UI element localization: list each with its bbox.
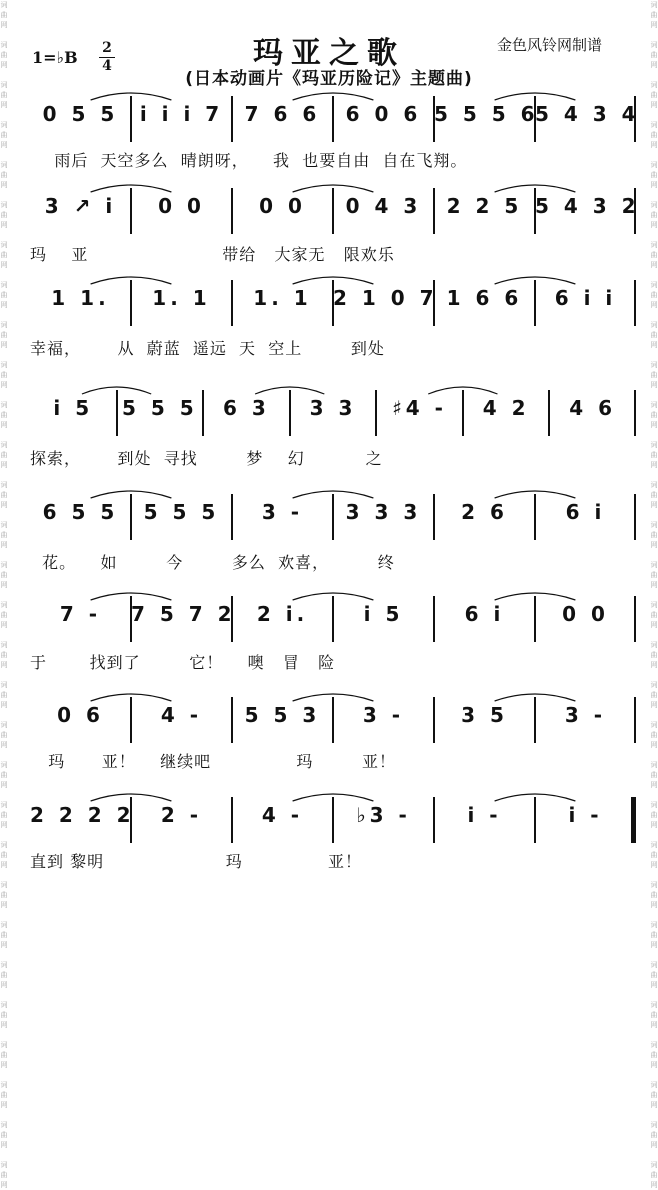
slur — [428, 387, 497, 394]
notes-line — [30, 280, 636, 326]
watermark-left: 词 曲 网 词 曲 网 词 曲 网 词 曲 网 词 曲 网 词 曲 网 词 曲 网 词 曲 网 词 曲 网 词 曲 网 词 曲 网 词 曲 网 词 曲 网 词 曲 网 词 曲 网 词 曲 网 词 曲 网 词 曲 网 词 曲 网 词 曲 网 词 曲 网 词 曲 网 词 曲 网 词 曲 网 词 曲 网 词 曲 网 词 曲 网 词 曲 网 词 曲 网 词 曲 网 — [0, 1, 8, 1189]
measure-notes: 4 - — [261, 803, 304, 827]
measure-notes: 1. 1 — [152, 286, 211, 310]
measure-notes: 7 5 7 2 — [131, 602, 236, 626]
measure-notes: 0 0 — [259, 194, 306, 218]
measure-notes: 0 6 — [57, 703, 104, 727]
measure-notes: 3 3 — [309, 396, 357, 420]
measure-notes: 6 i — [565, 500, 606, 524]
measure-notes: 1 6 6 — [446, 286, 523, 310]
measure-notes: 2 1 0 7 — [333, 286, 438, 310]
measure-notes: 2 2 5 — [446, 194, 523, 218]
slur — [293, 491, 374, 498]
lyric-line: 探索， 到处 寻找 梦 幻 之 — [30, 449, 383, 468]
measure-notes: 2 6 — [461, 500, 508, 524]
notes-line — [30, 494, 636, 540]
slur — [293, 185, 374, 192]
slur-layer — [30, 586, 636, 606]
measure-notes: 4 2 — [482, 396, 530, 420]
slur-layer — [30, 178, 636, 198]
measure-notes: 4 - — [160, 703, 203, 727]
measure-notes: 5 5 5 6 — [434, 102, 539, 126]
measure-notes: 4 6 — [569, 396, 617, 420]
key-signature: 1=♭B — [32, 48, 78, 67]
slur — [91, 185, 172, 192]
slur — [495, 93, 576, 100]
measure-notes: 3 - — [362, 703, 405, 727]
slur — [91, 93, 172, 100]
slur — [82, 387, 151, 394]
slur — [495, 185, 576, 192]
measure-notes: ♭3 - — [356, 803, 411, 827]
measure-notes: 5 4 3 2 — [535, 194, 640, 218]
slur — [495, 593, 576, 600]
measure-notes: 0 0 — [158, 194, 205, 218]
notes-line — [30, 797, 636, 843]
measure-notes: i i i 7 — [139, 102, 224, 126]
measure-notes: 5 5 5 — [143, 500, 220, 524]
notes-line — [30, 96, 640, 142]
measure-notes: i 5 — [53, 396, 94, 420]
lyric-line: 直到 黎明 玛 亚！ — [30, 852, 363, 871]
slur-layer — [30, 787, 636, 807]
measure-notes: i - — [568, 803, 603, 827]
slur — [495, 794, 576, 801]
measure-notes: 5 5 5 — [122, 396, 198, 420]
measure-notes: 2 2 2 2 — [30, 803, 135, 827]
slur-layer — [30, 380, 636, 400]
slur — [91, 794, 172, 801]
lyric-line: 玛 亚！ 继续吧 玛 亚！ — [30, 752, 397, 771]
measure-notes: i 5 — [363, 602, 404, 626]
lyric-line: 花。 如 今 多么 欢喜， 终 — [30, 553, 395, 572]
measure-notes: i - — [467, 803, 502, 827]
measure-notes: 2 i. — [256, 602, 309, 626]
measure-notes: 5 5 3 — [244, 703, 321, 727]
watermark-right: 词 曲 网 词 曲 网 词 曲 网 词 曲 网 词 曲 网 词 曲 网 词 曲 网 词 曲 网 词 曲 网 词 曲 网 词 曲 网 词 曲 网 词 曲 网 词 曲 网 词 曲 网 词 曲 网 词 曲 网 词 曲 网 词 曲 网 词 曲 网 词 曲 网 词 曲 网 词 曲 网 词 曲 网 词 曲 网 词 曲 网 词 曲 网 词 曲 网 词 曲 网 词 曲 网 — [650, 1, 658, 1189]
measure-notes: 7 - — [59, 602, 102, 626]
measure-notes: 3 ↗ i — [44, 194, 117, 218]
slur — [293, 694, 374, 701]
slur — [293, 93, 374, 100]
measure-notes: 0 5 5 — [42, 102, 119, 126]
measure-notes: 3 - — [564, 703, 607, 727]
measure-notes: 0 4 3 — [345, 194, 422, 218]
measure-notes: 6 0 6 — [345, 102, 422, 126]
slur — [495, 277, 576, 284]
measure-notes: 3 3 3 — [345, 500, 422, 524]
notes-line — [30, 596, 636, 642]
slur-layer — [30, 86, 636, 106]
time-signature-bottom: 4 — [99, 57, 115, 75]
slur — [91, 491, 172, 498]
slur-layer — [30, 687, 636, 707]
measure-notes: 6 5 5 — [42, 500, 119, 524]
slur — [495, 694, 576, 701]
measure-notes: 1. 1 — [253, 286, 312, 310]
slur — [495, 491, 576, 498]
measure-notes: 6 3 — [223, 396, 270, 420]
notes-line — [30, 390, 636, 436]
measure-notes: 3 5 — [461, 703, 508, 727]
notes-line — [30, 188, 640, 234]
lyric-line: 于 找到了 它！ 噢 冒 险 — [30, 653, 336, 672]
measure-notes: 5 4 3 4 — [535, 102, 640, 126]
notes-line — [30, 697, 636, 743]
measure-notes: 6 i — [464, 602, 505, 626]
slur — [293, 794, 374, 801]
measure-notes: ♯4 - — [392, 396, 447, 420]
measure-notes: 3 - — [261, 500, 304, 524]
lyric-line: 幸福， 从 蔚蓝 遥远 天 空上 到处 — [30, 339, 385, 358]
measure-notes: 1 1. — [51, 286, 110, 310]
credit-text: 金色风铃网制谱 — [497, 36, 603, 54]
lyric-line: 玛 亚 带给 大家无 限欢乐 — [30, 245, 395, 264]
slur-layer — [30, 270, 636, 290]
slur — [91, 277, 172, 284]
measure-notes: 6 i i — [554, 286, 617, 310]
slur — [293, 593, 374, 600]
slur-layer — [30, 484, 636, 504]
measure-notes: 7 6 6 — [244, 102, 321, 126]
slur — [293, 277, 374, 284]
time-signature-top: 2 — [102, 40, 112, 56]
slur — [91, 694, 172, 701]
page-title: 玛亚之歌 — [253, 36, 405, 71]
slur — [255, 387, 324, 394]
measure-notes: 2 - — [160, 803, 203, 827]
slur — [91, 593, 172, 600]
lyric-line: 雨后 天空多么 晴朗呀， 我 也要自由 自在飞翔。 — [30, 151, 468, 170]
subtitle: (日本动画片《玛亚历险记》主题曲) — [185, 69, 473, 89]
measure-notes: 0 0 — [562, 602, 609, 626]
